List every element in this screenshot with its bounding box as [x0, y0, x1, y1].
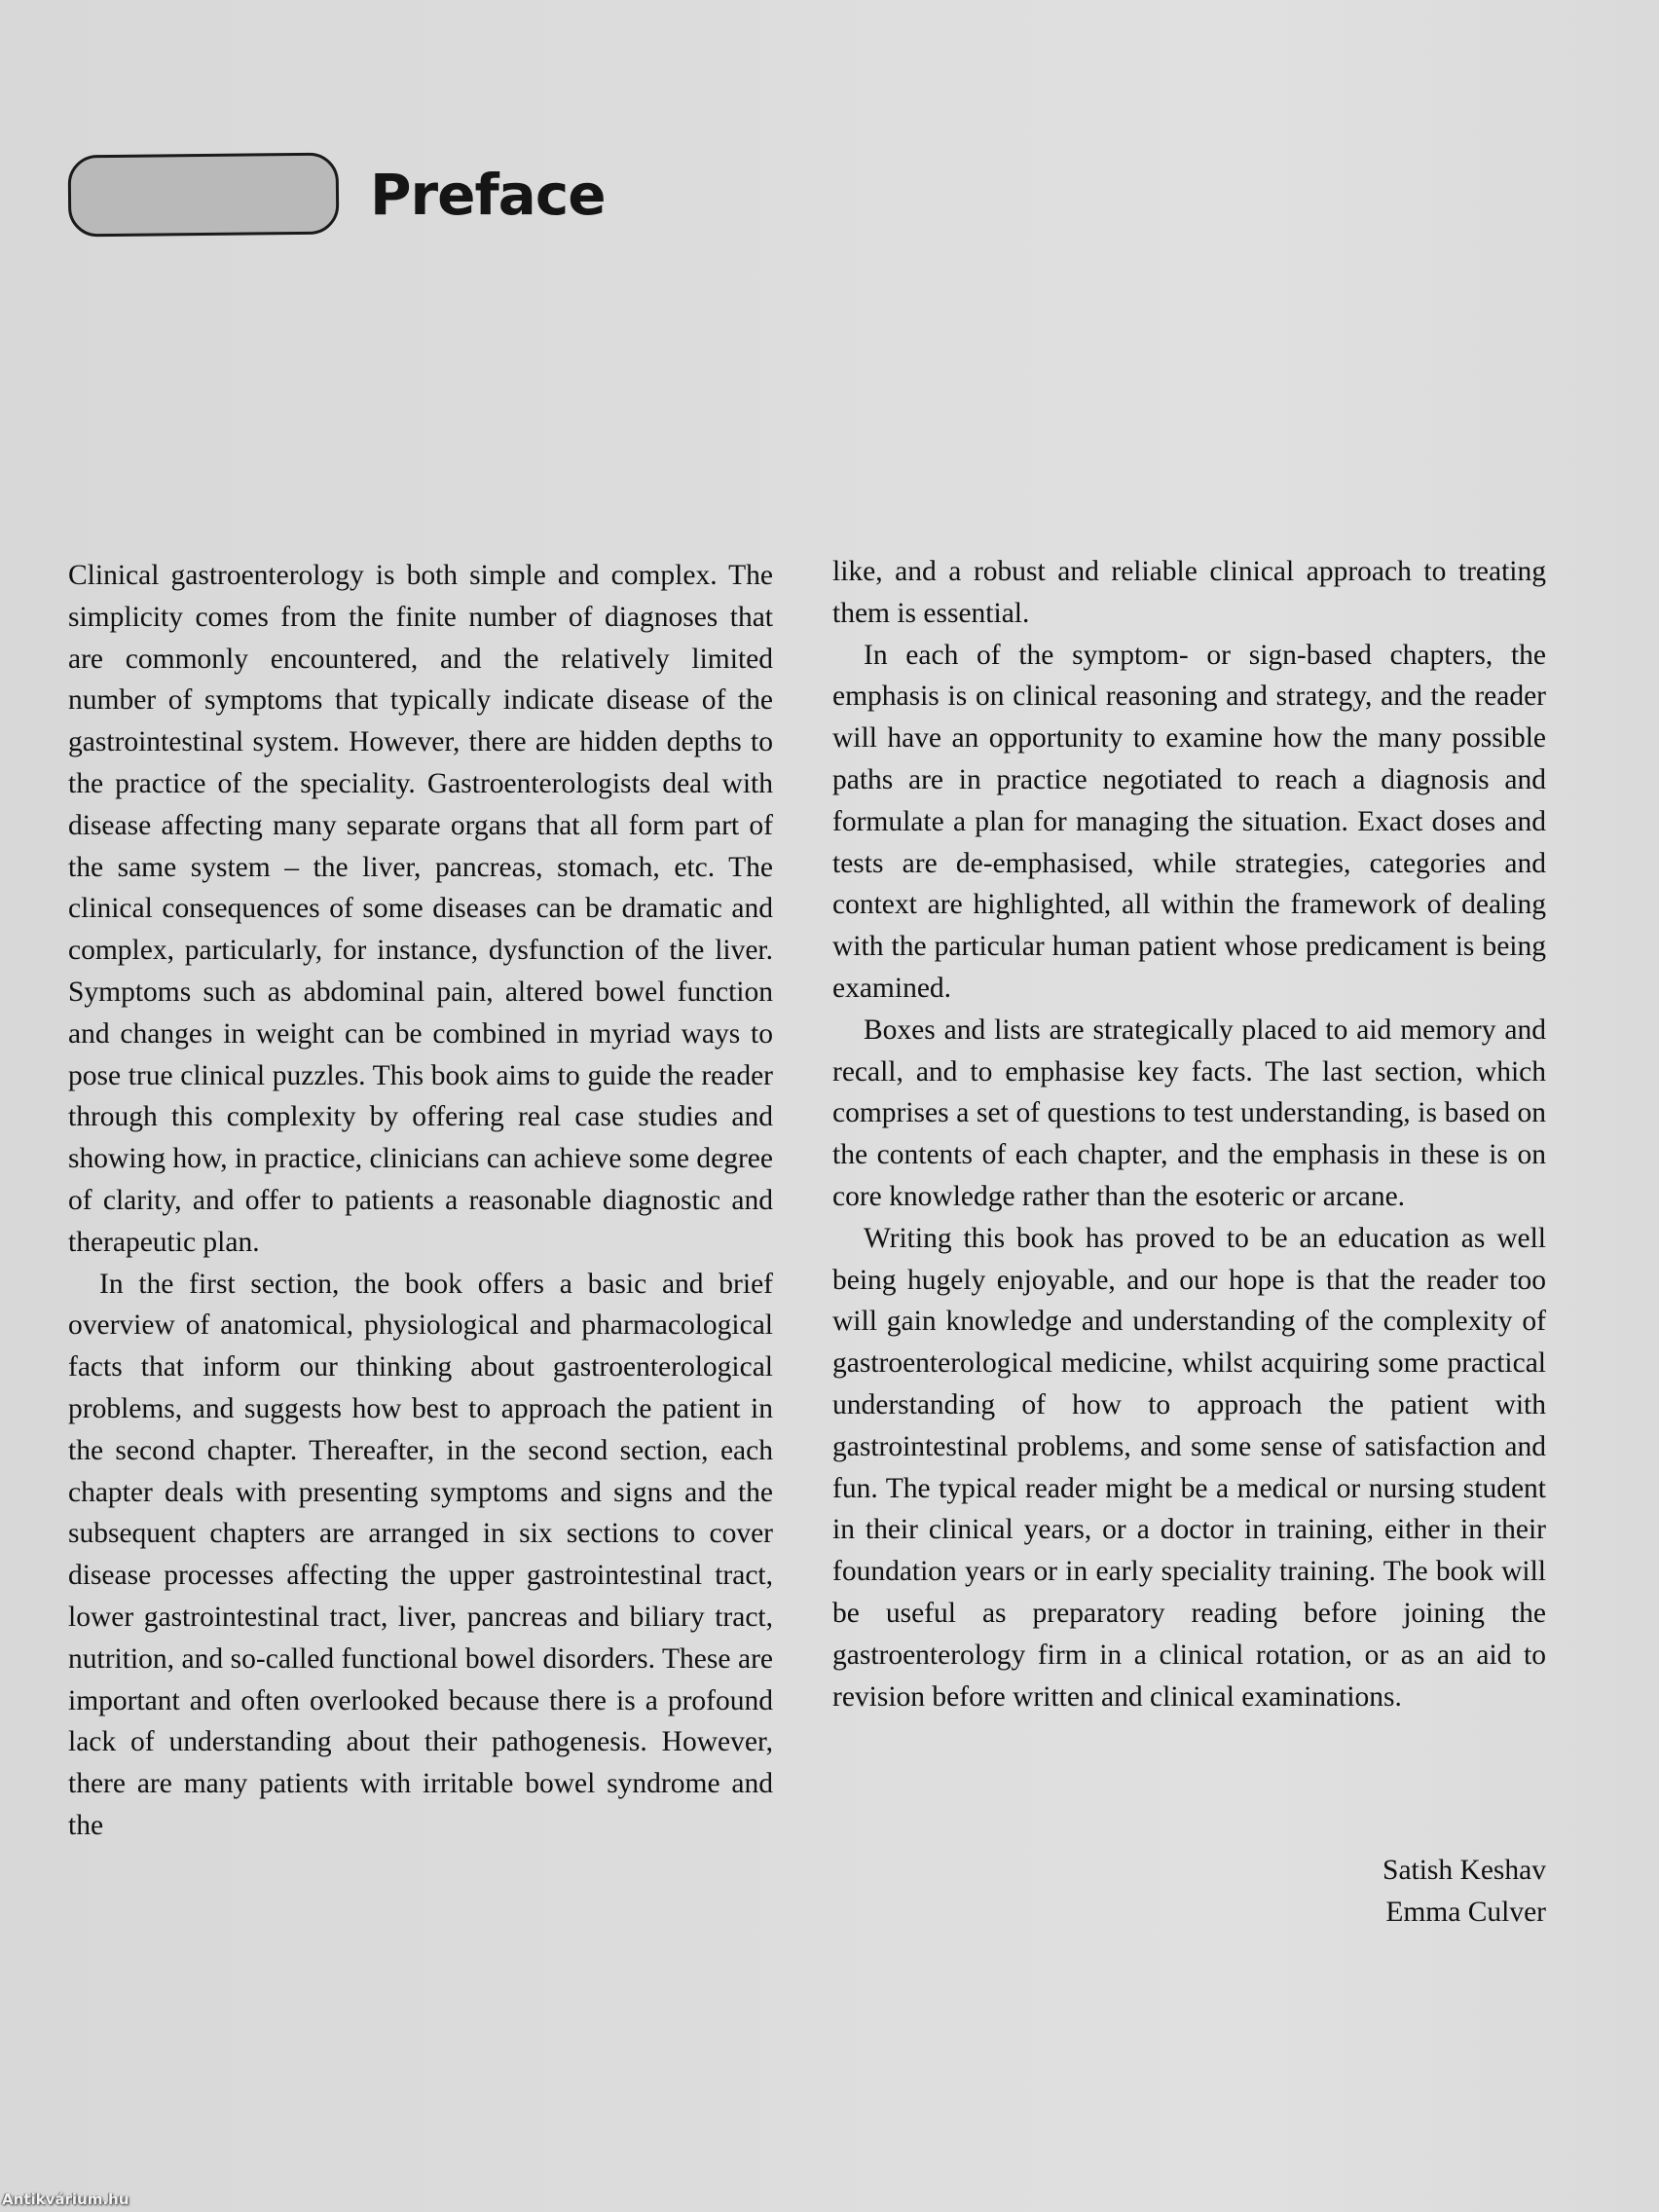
- paragraph: In each of the symptom- or sign-based chapters, the emphasis is on clinical reasoning and strategy, and the reader will have an opportunity to examine how the many possible paths are in practice negotiated to reach a diagnosis and formulate a plan for managing the situation. Exact doses and tests are de-emphasised, while strategies, categories and context are highlighted, all within the framework of dealing with the particular human patient whose predicament is being examined.: [832, 639, 1546, 1004]
- page-header: [68, 151, 606, 239]
- left-column: [68, 555, 773, 1847]
- author-name: Satish Keshav: [1382, 1855, 1546, 1886]
- paragraph: Clinical gastroenterology is both simple and complex. The simplicity comes from the finite number of diagnoses that are commonly encountered, and the relatively limited number of symptoms that typically indicate disease of the gastrointestinal system. However, there are hidden depths to the practice of the speciality. Gastroenterologists deal with disease affecting many separate organs that all form part of the same system – the liver, pancreas, stomach, etc. The clinical consequences of some diseases can be dramatic and complex, particularly, for instance, dysfunction of the liver. Symptoms such as abdominal pain, altered bowel function and changes in weight can be combined in myriad ways to pose true clinical puzzles. This book aims to guide the reader through this complexity by offering real case studies and showing how, in practice, clinicians can achieve some degree of clarity, and offer to patients a reasonable diagnostic and therapeutic plan.: [68, 560, 773, 1258]
- paragraph: like, and a robust and reliable clinical approach to treating them is essential.: [832, 556, 1546, 629]
- right-column: [832, 551, 1546, 1717]
- watermark: Antikvárium.hu: [2, 2191, 129, 2208]
- page-title: Preface: [370, 162, 606, 228]
- author-name: Emma Culver: [1385, 1897, 1546, 1928]
- paragraph: Writing this book has proved to be an education as well being hugely enjoyable, and our hope is that the reader too will gain knowledge and understanding of the complexity of gastroenterological medicine, whilst acquiring some practical understanding of how to approach the patient with gastrointestinal problems, and some sense of satisfaction and fun. The typical reader might be a medical or nursing student in their clinical years, or a doctor in training, either in their foundation years or in early speciality training. The book will be useful as preparatory reading before joining the gastroenterology firm in a clinical rotation, or as an aid to revision before written and clinical examinations.: [832, 1222, 1546, 1713]
- paragraph: In the first section, the book offers a basic and brief overview of anatomical, physiological and pharmacological facts that inform our thinking about gastroenterological problems, and suggests how best to approach the patient in the second chapter. Thereafter, in the second section, each chapter deals with presenting symptoms and signs and the subsequent chapters are arranged in six sections to cover disease processes affecting the upper gastrointestinal tract, lower gastrointestinal tract, liver, pancreas and biliary tract, nutrition, and so-called functional bowel disorders. These are important and often overlooked because there is a profound lack of understanding about their pathogenesis. However, there are many patients with irritable bowel syndrome and the: [68, 1268, 773, 1841]
- paragraph: Boxes and lists are strategically placed to aid memory and recall, and to emphasise key facts. The last section, which comprises a set of questions to test understanding, is based on the contents of each chapter, and the emphasis in these is on core knowledge rather than the esoteric or arcane.: [832, 1014, 1546, 1212]
- chapter-tab-decoration: [68, 153, 340, 238]
- author-signature: [1382, 1850, 1546, 1934]
